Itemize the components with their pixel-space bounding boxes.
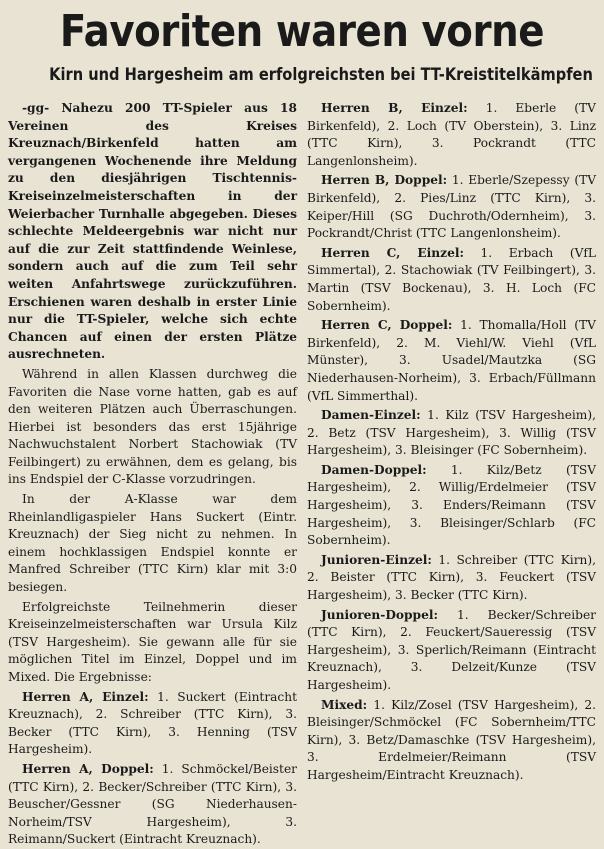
result-label: Damen-Doppel:: [321, 462, 427, 477]
result-label: Herren A, Doppel:: [22, 761, 154, 776]
result-text: 1. Kilz/Betz (TSV Hargesheim), 2. Willig/Erdelmeier (TSV Hargesheim), 3. Enders/Reimann (TSV Hargesheim), 3. Bleisinger/Schlarb (FC Sobernheim).: [307, 462, 596, 548]
result-label: Herren B, Doppel:: [321, 173, 448, 188]
result-label: Damen-Einzel:: [321, 408, 421, 423]
body-paragraph-1: Während in allen Klassen durchweg die Favoriten die Nase vorne hatten, gab es auf den weiteren Plätzen auch Überraschungen. Hierbei ist besonders das erst 15jährige Nachwuchstalent Norbert Stachowiak (TV Feilbingert) zu erwähnen, dem es gelang, bis ins Endspiel der C-Klasse vorzudringen.: [8, 366, 297, 487]
result-text: 1. Eberle/Szepessy (TV Birkenfeld), 2. Pies/Linz (TTC Kirn), 3. Keiper/Hill (SG Duchroth/Odernheim), 3. Pockrandt/Christ (TTC Langenlonsheim).: [307, 173, 597, 241]
result-herren-b-doppel: [307, 172, 596, 242]
result-label: Junioren-Doppel:: [321, 607, 438, 622]
subheadline: Kirn und Hargesheim am erfolgreichsten bei TT-Kreistitelkämpfen: [49, 65, 593, 85]
result-label: Herren C, Einzel:: [321, 245, 464, 260]
body-paragraph-3: Erfolgreichste Teilnehmerin dieser Kreiseinzelmeisterschaften war Ursula Kilz (TSV Hargesheim). Sie gewann alle für sie möglichen Titel im Einzel, Doppel und im Mixed. Die Ergebnisse:: [8, 599, 297, 684]
result-mixed: [307, 697, 596, 785]
result-label: Herren C, Doppel:: [321, 318, 453, 333]
result-text: 1. Becker/Schreiber (TTC Kirn), 2. Feuckert/Saueressig (TSV Hargesheim), 3. Sperlich/Reimann (Eintracht Kreuznach), 3. Delzeit/Kunze (TSV Hargesheim).: [307, 607, 596, 692]
result-text: 1. Kilz/Zosel (TSV Hargesheim), 2. Bleisinger/Schmöckel (FC Sobernheim/TTC Kirn), 3. Betz/Damaschke (TSV Hargesheim), 3. Erdelmeier/Reimann (TSV Hargesheim/Eintracht Kreuznach).: [307, 697, 596, 782]
result-text: 1. Eberle (TV Birkenfeld), 2. Loch (TV Oberstein), 3. Linz (TTC Kirn), 3. Pockrandt (TTC Langenlonsheim).: [307, 101, 596, 168]
result-label: Herren A, Einzel:: [22, 689, 149, 704]
right-column: [307, 100, 597, 782]
result-text: 1. Schmöckel/Beister (TTC Kirn), 2. Becker/Schreiber (TTC Kirn), 3. Beuscher/Gessner (SG Niederhausen-Norheim/TSV Hargesheim), 3. Reimann/Suckert (Eintracht Kreuznach).: [8, 761, 297, 847]
body-paragraph-2: In der A-Klasse war dem Rheinlandligaspieler Hans Suckert (Eintr. Kreuznach) der Sieg nicht zu nehmen. In einem hochklassigen Endspiel konnte er Manfred Schreiber (TTC Kirn) klar mit 3:0 besiegen.: [8, 492, 297, 595]
result-herren-c-doppel: [307, 317, 596, 405]
result-herren-c-einzel: [307, 245, 596, 315]
result-text: 1. Schreiber (TTC Kirn), 2. Beister (TTC Kirn), 3. Feuckert (TSV Hargesheim), 3. Becker (TTC Kirn).: [307, 552, 596, 603]
left-column: [8, 100, 297, 847]
result-label: Junioren-Einzel:: [321, 552, 432, 567]
result-label: Herren B, Einzel:: [321, 101, 468, 115]
result-text: 1. Thomalla/Holl (TV Birkenfeld), 2. M. Viehl/W. Viehl (VfL Münster), 3. Usadel/Mautzka (SG Niederhausen-Norheim), 3. Erbach/Füllmann (VfL Simmerthal).: [307, 318, 596, 403]
result-label: Mixed:: [321, 697, 368, 712]
headline: Favoriten waren vorne: [59, 6, 545, 57]
result-herren-a-doppel: [8, 761, 297, 849]
lead-paragraph: -gg- Nahezu 200 TT-Spieler aus 18 Vereinen des Kreises Kreuznach/Birkenfeld hatten am vergangenen Wochenende ihre Meldung zu den diesjährigen Tischtennis-Kreiseinzelmeisterschaften in der Weierbacher Turnhalle abgegeben. Dieses schlechte Meldeergebnis war nicht nur auf die zur Zeit stattfindende Weinlese, sondern auch auf die zum Teil sehr weiten Anfahrtswege zurückzuführen. Erschienen waren deshalb in erster Linie nur die TT-Spieler, welche sich echte Chancen auf einen der ersten Plätze ausrechneten.: [8, 101, 297, 362]
result-herren-b-einzel: [307, 100, 596, 170]
result-herren-a-einzel: [8, 689, 297, 759]
result-junioren-doppel: [307, 607, 596, 695]
article-columns: [8, 100, 597, 847]
result-junioren-einzel: [307, 552, 596, 605]
result-damen-doppel: [307, 462, 596, 550]
result-text: 1. Erbach (VfL Simmertal), 2. Stachowiak (TV Feilbingert), 3. Martin (TSV Bockenau), 3. H. Loch (FC Sobernheim).: [307, 245, 596, 313]
result-text: 1. Kilz (TSV Hargesheim), 2. Betz (TSV Hargesheim), 3. Willig (TSV Hargesheim), 3. Bleisinger (FC Sobernheim).: [307, 408, 596, 458]
result-damen-einzel: [307, 407, 596, 460]
result-text: 1. Suckert (Eintracht Kreuznach), 2. Schreiber (TTC Kirn), 3. Becker (TTC Kirn), 3. Henning (TSV Hargesheim).: [8, 689, 297, 757]
